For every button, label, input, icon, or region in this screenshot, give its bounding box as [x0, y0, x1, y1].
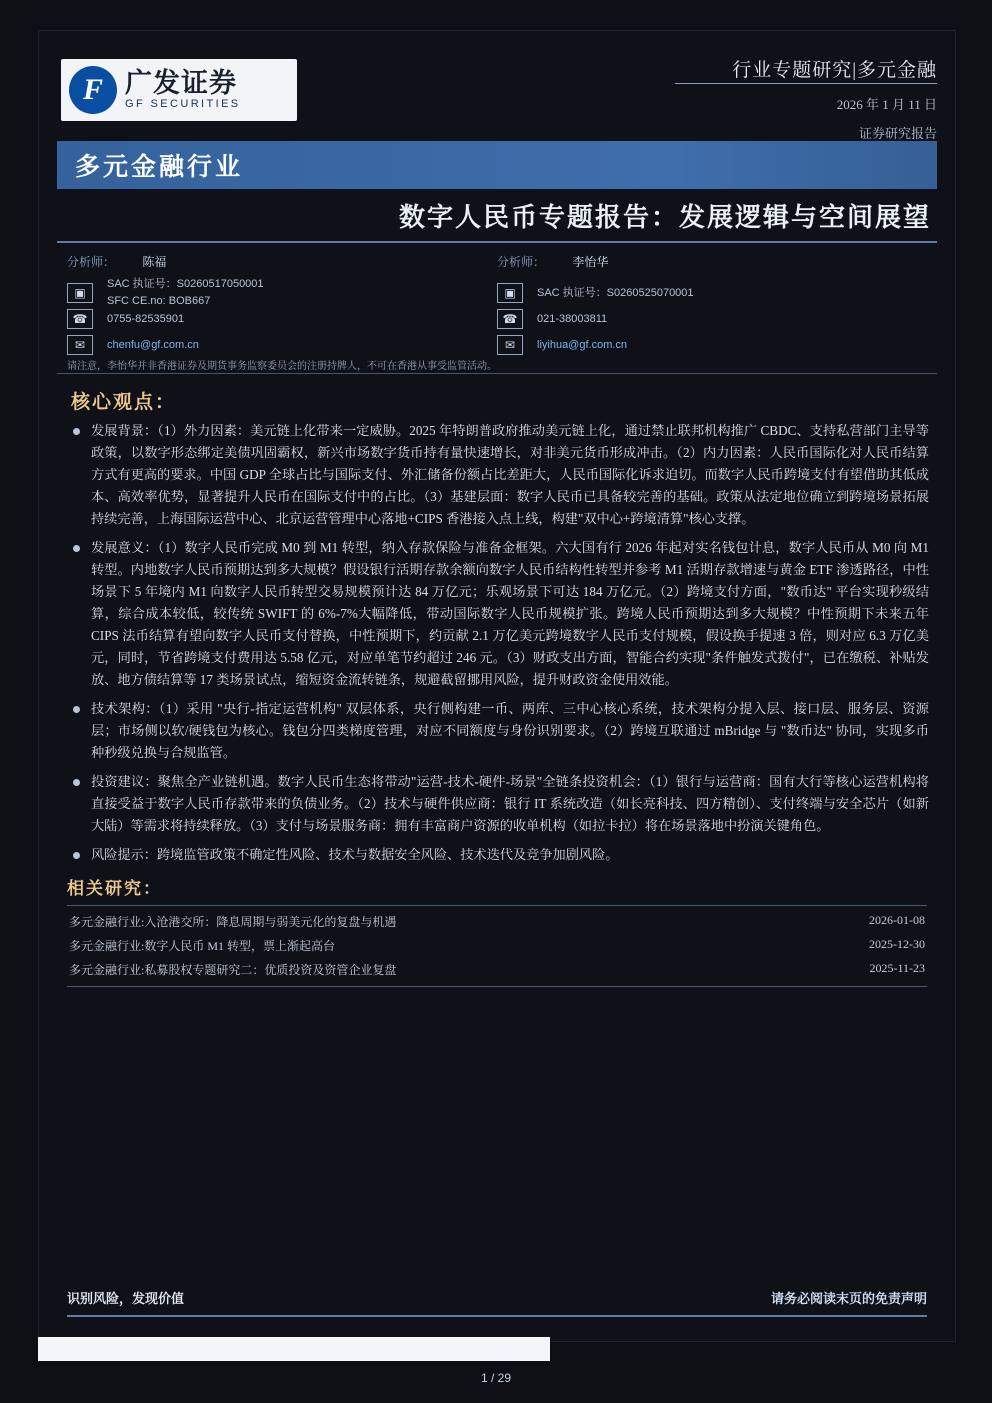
- list-item: 发展意义：（1）数字人民币完成 M0 到 M1 转型，纳入存款保险与准备金框架。六大国有行 2026 年起对实名钱包计息，数字人民币从 M0 向 M1 转型。内地数字人民币预期达到多大规模？假设银行活期存款余额向数字人民币结构性转型并参考 M1 活期存款增速与黄金 ETF 渗透路径，中性场景下 5 年境内 M1 向数字人民币转型交易规模预计达 84 万亿元；乐观场景下可达 184 万亿元。（2）跨境支付方面，"数币达" 平台实现秒级结算，综合成本较低，较传统 SWIFT 的 6%-7%大幅降低，带动国际数字人民币规模扩张。跨境人民币预期达到多大规模？中性预期下未来五年 CIPS 法币结算有望向数字人民币支付替换，中性预期下，约贡献 2.1 万亿美元跨境数字人民币支付规模，假设换手提速 3 倍，则对应 6.3 万亿美元，同时，节省跨境支付费用达 5.58 亿元，对应单笔节约超过 246 元。（3）财政支出方面，智能合约实现"条件触发式拨付"，已在缴税、补贴发放、地方债结算等 17 类场景试点，缩短资金流转链条，规避截留挪用风险，提升财政资金使用效能。: [65, 537, 929, 691]
- related-research-date: 2025-12-30: [869, 937, 925, 951]
- related-research-title: 相关研究：: [67, 874, 927, 906]
- core-view-title: 核心观点：: [71, 392, 177, 413]
- envelope-icon: ✉: [497, 335, 523, 355]
- analyst-phone-row-right: [497, 306, 927, 332]
- analyst-phone-left: 0755-82535901: [107, 313, 185, 325]
- analyst-sfc-left: SFC CE.no: BOB667: [107, 295, 211, 307]
- analyst-sac-left: SAC 执证号：S0260517050001: [107, 278, 264, 290]
- footer-disclaimer-link[interactable]: 请务必阅读末页的免责声明: [770, 1291, 927, 1306]
- industry-band: [57, 141, 937, 189]
- report-category: 行业专题研究|多元金融: [732, 60, 937, 81]
- report-date: 2026 年 1 月 11 日: [836, 97, 937, 112]
- list-item[interactable]: [67, 954, 927, 978]
- list-item: 技术架构：（1）采用 "央行-指定运营机构" 双层体系，央行侧构建一币、两库、三中心核心系统，技术架构分提入层、接口层、服务层、资源层；市场侧以软/硬钱包为核心。钱包分四类梯度管理，对应不同额度与身份识别要求。（2）跨境互联通过 mBridge 与 "数币达" 协同，实现多币种秒级兑换与合规监管。: [65, 698, 929, 764]
- footer-white-strip: [38, 1337, 550, 1361]
- analyst-name-right: 李怡华: [572, 255, 609, 269]
- analyst-column-left: [67, 253, 497, 358]
- logo-english-name: GF SECURITIES: [125, 98, 241, 111]
- header-divider: [675, 83, 937, 84]
- industry-name: 多元金融行业: [75, 154, 244, 181]
- logo-mark-icon: F: [69, 66, 117, 114]
- analyst-email-left[interactable]: chenfu@gf.com.cn: [107, 339, 199, 351]
- footer-divider: [67, 1315, 927, 1317]
- report-sheet: [38, 30, 956, 1342]
- related-research-title-text[interactable]: 多元金融行业:入沧港交所：降息周期与弱美元化的复盘与机遇: [69, 915, 397, 929]
- footer-slogan: 识别风险，发现价值: [67, 1291, 185, 1306]
- analyst-divider: [57, 373, 937, 374]
- list-item: 投资建议：聚焦全产业链机遇。数字人民币生态将带动"运营-技术-硬件-场景"全链条投资机会：（1）银行与运营商：国有大行等核心运营机构将直接受益于数字人民币存款带来的负债业务。（2）技术与硬件供应商：银行 IT 系统改造（如长亮科技、四方精创）、支付终端与安全芯片（如新大陆）等需求将持续释放。（3）支付与场景服务商：拥有丰富商户资源的收单机构（如拉卡拉）将在场景落地中扮演关键角色。: [65, 771, 929, 837]
- analyst-label-right: 分析师：: [497, 255, 546, 269]
- related-research-title-text[interactable]: 多元金融行业:私募股权专题研究二：优质投资及资管企业复盘: [69, 963, 397, 977]
- core-view-list: [65, 420, 929, 866]
- analyst-phone-right: 021-38003811: [537, 313, 608, 325]
- id-card-icon: ▣: [67, 283, 93, 303]
- analyst-email-right[interactable]: liyihua@gf.com.cn: [537, 339, 628, 351]
- related-research-section: [57, 874, 937, 987]
- company-logo: [61, 59, 297, 121]
- page-header: [39, 31, 955, 141]
- list-item: 风险提示：跨境监管政策不确定性风险、技术与数据安全风险、技术迭代及竞争加剧风险。: [65, 844, 929, 866]
- analyst-email-row-right[interactable]: [497, 332, 927, 358]
- analyst-email-row-left[interactable]: [67, 332, 497, 358]
- list-item[interactable]: [67, 930, 927, 954]
- related-research-divider: [67, 986, 927, 987]
- analyst-sac-right: SAC 执证号：S0260525070001: [537, 286, 694, 299]
- report-title-row: [57, 189, 937, 243]
- page-title: 数字人民币专题报告：发展逻辑与空间展望: [398, 202, 931, 232]
- list-item: 发展背景：（1）外力因素：美元链上化带来一定威胁。2025 年特朗普政府推动美元链上化，通过禁止联邦机构推广 CBDC、支持私营部门主导等政策，以数字形态绑定美债巩固霸权，新兴市场数字货币持有量快速增长，对非美元货币形成冲击。（2）内力因素：人民币国际化对人民币结算方式有更高的要求。中国 GDP 全球占比与国际支付、外汇储备份额占比差距大，人民币国际化诉求迫切。而数字人民币跨境支付有望借助其低成本、高效率优势，显著提升人民币在国际支付中的占比。（3）基建层面：数字人民币已具备较完善的基础。政策从法定地位确立到跨境场景拓展持续完善，上海国际运营中心、北京运营管理中心落地+CIPS 香港接入点上线，构建"双中心+跨境清算"核心支撑。: [65, 420, 929, 530]
- analyst-name-left: 陈福: [142, 255, 167, 269]
- related-research-date: 2025-11-23: [869, 961, 925, 975]
- analyst-disclaimer-note: 请注意，李怡华并非香港证券及期货事务监察委员会的注册持牌人，不可在香港从事受监管活动。: [67, 361, 497, 372]
- analyst-label-left: 分析师：: [67, 255, 116, 269]
- analyst-credentials-right: [497, 280, 927, 306]
- logo-chinese-name: 广发证券: [125, 68, 237, 99]
- report-doc-type: 证券研究报告: [858, 126, 937, 141]
- id-card-icon: ▣: [497, 283, 523, 303]
- page-footer: [67, 1288, 927, 1317]
- related-research-title-text[interactable]: 多元金融行业:数字人民币 M1 转型，票上渐起高台: [69, 939, 336, 953]
- analyst-block: [57, 253, 937, 377]
- list-item[interactable]: [67, 906, 927, 930]
- telephone-icon: ☎: [497, 309, 523, 329]
- page-number: 1 / 29: [480, 1371, 512, 1385]
- header-meta: [732, 55, 937, 142]
- telephone-icon: ☎: [67, 309, 93, 329]
- related-research-date: 2026-01-08: [869, 913, 925, 927]
- analyst-column-right: [497, 253, 927, 358]
- analyst-credentials-left: [67, 280, 497, 306]
- core-view-section: [57, 387, 937, 866]
- envelope-icon: ✉: [67, 335, 93, 355]
